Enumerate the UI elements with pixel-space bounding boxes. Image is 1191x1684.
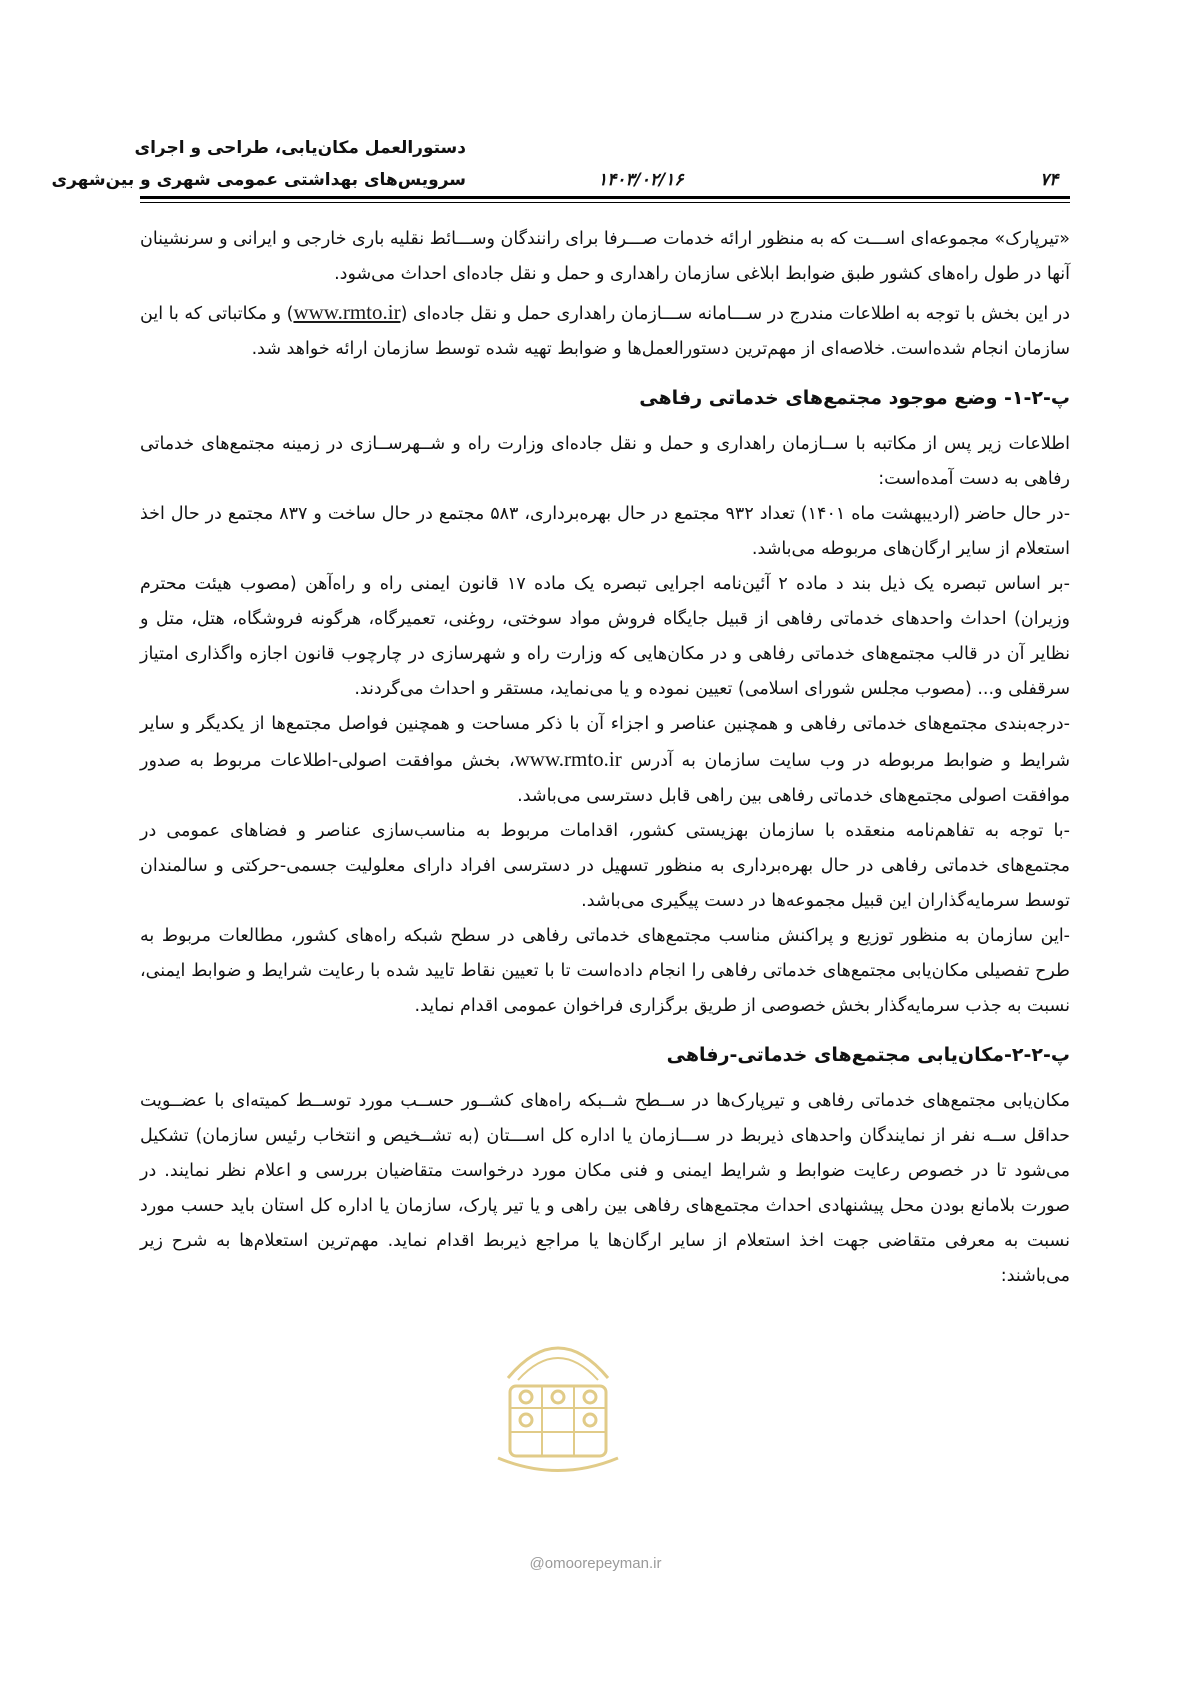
- section2-paragraph: مکان‌یابی مجتمع‌های خدماتی رفاهی و تیرپارک‌ها در ســطح شــبکه راه‌های کشــور حســب مورد توســط کمیته‌ای با عضــویت حداقل ســه نفر از نمایندگان واحدهای ذیربط در ســـازمان یا اداره کل اســـتان (به تشــخیص و انتخاب رئیس سازمان) تشکیل می‌شود تا در خصوص رعایت ضوابط و شرایط ایمنی و فنی مکان مورد درخواست متقاضیان بررسی و اعلام نظر نمایند. در صورت بلامانع بودن محل پیشنهادی احداث مجتمع‌های رفاهی بین راهی و یا تیر پارک، سازمان یا اداره کل استان باید حسب مورد نسبت به معرفی متقاضی جهت اخذ استعلام از سایر ارگان‌ها یا مراجع ذیربط اقدام نماید. مهم‌ترین استعلام‌ها به شرح زیر می‌باشند:: [140, 1091, 1070, 1286]
- intro-p2-after: ) و مکاتباتی که با این سازمان انجام شده‌است. خلاصه‌ای از مهم‌ترین دستورالعمل‌ها و ضوابط تهیه شده توسط سازمان ارائه خواهد شد.: [140, 304, 1070, 359]
- header-title-line2: سرویس‌های بهداشتی عمومی شهری و بین‌شهری: [51, 170, 466, 190]
- watermark-seal-icon: [478, 1308, 638, 1478]
- header-rule-thick: [140, 196, 1070, 199]
- section1-item-4: -با توجه به تفاهم‌نامه منعقده با سازمان بهزیستی کشور، اقدامات مربوط به مناسب‌سازی عناصر و فضاهای عمومی در مجتمع‌های خدماتی رفاهی در حال بهره‌برداری به منظور تسهیل در دسترسی افراد دارای معلولیت جسمی-حرکتی و سالمندان توسط سرمایه‌گذاران این قبیل مجموعه‌ها در دست پیگیری می‌باشد.: [140, 821, 1070, 911]
- item3-after: ، بخش موافقت اصولی-اطلاعات مربوط به صدور موافقت اصولی مجتمع‌های خدماتی رفاهی بین راهی قابل دسترسی می‌باشد.: [140, 751, 1070, 806]
- header-date: ۱۴۰۳/۰۲/۱۶: [598, 170, 684, 190]
- item3-before: -درجه‌بندی مجتمع‌های خدماتی رفاهی و همچنین عناصر و اجزاء آن با ذکر مساحت و همچنین فواصل مجتمع‌ها از یکدیگر و سایر شرایط و ضوابط مربوطه در وب سایت سازمان به آدرس: [140, 714, 1070, 771]
- intro-paragraph-1: «تیرپارک» مجموعه‌ای اســـت که به منظور ارائه خدمات صـــرفا برای رانندگان وســـائط نقلیه باری خارجی و ایرانی و سرنشینان آنها در طول راه‌های کشور طبق ضوابط ابلاغی سازمان راهداری و حمل و نقل جاده‌ای احداث می‌شود.: [140, 229, 1070, 284]
- header-rule-thin: [140, 202, 1070, 203]
- rmto-link[interactable]: www.rmto.ir: [293, 300, 401, 324]
- header-title-line1: دستورالعمل مکان‌یابی، طراحی و اجرای: [134, 138, 466, 158]
- intro-paragraph-2: [140, 295, 1070, 367]
- rmto-address: www.rmto.ir: [514, 747, 622, 771]
- section-heading-1: پ-۲-۱- وضع موجود مجتمع‌های خدماتی رفاهی: [639, 387, 1070, 409]
- page-number: ۷۴: [1040, 170, 1059, 190]
- section1-item-2: -بر اساس تبصره یک ذیل بند د ماده ۲ آئین‌نامه اجرایی تبصره یک ماده ۱۷ قانون ایمنی راه و راه‌آهن (مصوب هیئت محترم وزیران) احداث واحدهای خدماتی رفاهی از قبیل جایگاه فروش مواد سوختی، روغنی، تعمیرگاه، هرگونه فروشگاه، هتل، متل و نظایر آن در قالب مجتمع‌های خدماتی رفاهی و در مکان‌هایی که وزارت راه و شهرسازی در چارچوب قانون اجازه واگذاری امتیاز سرقفلی و... (مصوب مجلس شورای اسلامی) تعیین نموده و یا می‌نماید، مستقر و احداث می‌گردند.: [140, 574, 1070, 699]
- section1-item-5: -این سازمان به منظور توزیع و پراکنش مناسب مجتمع‌های خدماتی رفاهی در سطح شبکه راه‌های کشور، مطالعات مربوط به طرح تفصیلی مکان‌یابی مجتمع‌های خدماتی رفاهی را انجام داده‌است تا با تعیین نقاط تایید شده با رعایت شرایط و ضوابط ایمنی، نسبت به جذب سرمایه‌گذار بخش خصوصی از طریق برگزاری فراخوان عمومی اقدام نماید.: [140, 926, 1070, 1016]
- intro-p2-before: در این بخش با توجه به اطلاعات مندرج در ســـامانه ســـازمان راهداری حمل و نقل جاده‌ای (: [400, 304, 1070, 324]
- section1-item-3: [140, 707, 1070, 814]
- watermark-url: @omoorepeyman.ir: [529, 1555, 662, 1572]
- document-body: [140, 222, 1070, 1294]
- section1-paragraph: اطلاعات زیر پس از مکاتبه با ســازمان راهداری و حمل و نقل جاده‌ای وزارت راه و شــهرســازی در زمینه مجتمع‌های خدماتی رفاهی به دست آمده‌است:: [140, 434, 1070, 489]
- section-heading-2: پ-۲-۲-مکان‌یابی مجتمع‌های خدماتی-رفاهی: [666, 1044, 1070, 1066]
- section1-item-1: -در حال حاضر (اردیبهشت ماه ۱۴۰۱) تعداد ۹۳۲ مجتمع در حال بهره‌برداری، ۵۸۳ مجتمع در حال ساخت و ۸۳۷ مجتمع در حال اخذ استعلام از سایر ارگان‌های مربوطه می‌باشد.: [140, 504, 1071, 559]
